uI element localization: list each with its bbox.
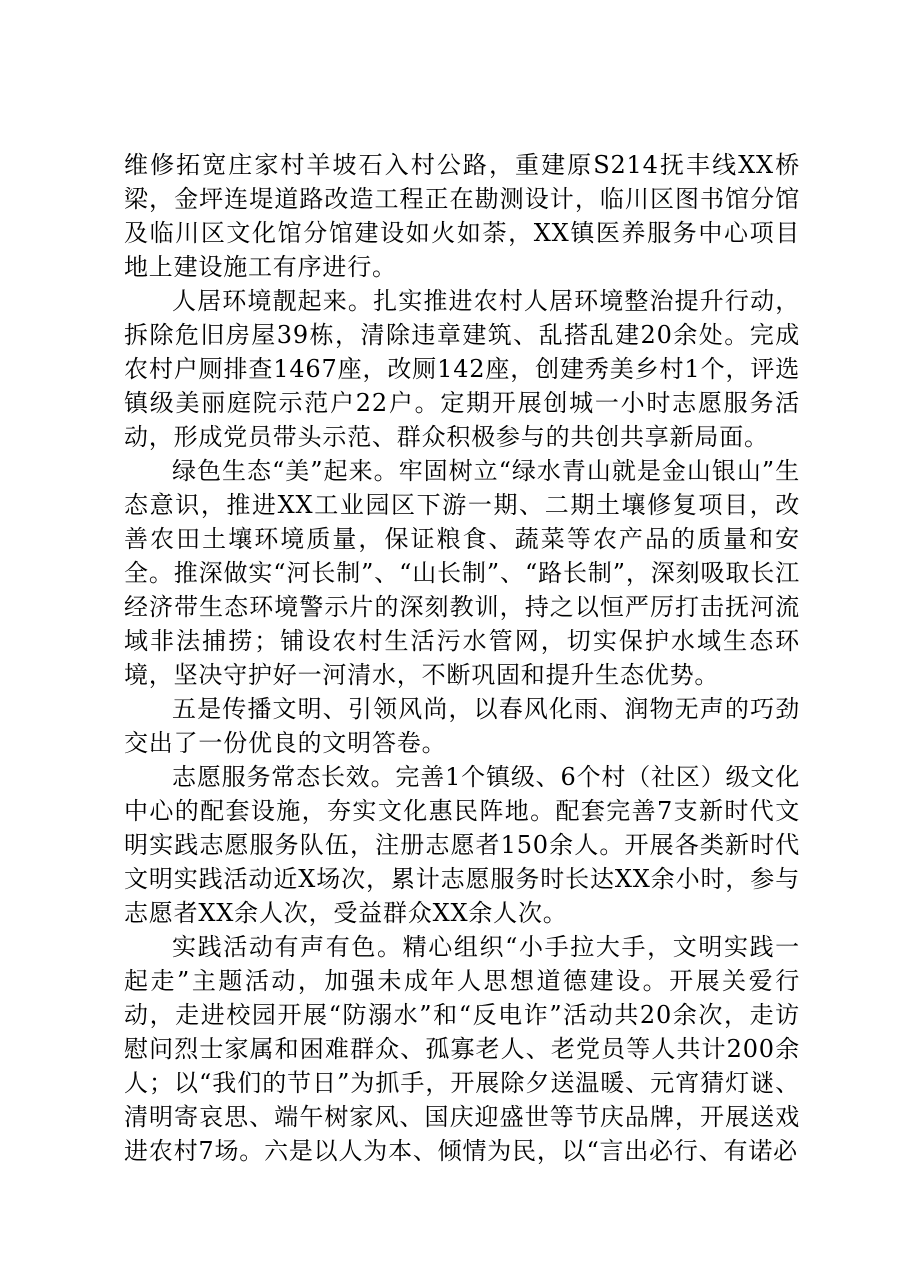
paragraph-continuation: 维修拓宽庄家村羊坡石入村公路，重建原S214抚丰线XX桥梁，金坪连堤道路改造工程正在勘测设计，临川区图书馆分馆及临川区文化馆分馆建设如火如荼，XX镇医养服务中心项目地上建设施工有序进行。 [124,151,800,281]
paragraph-volunteer-service: 志愿服务常态长效。完善1个镇级、6个村（社区）级文化中心的配套设施，夯实文化惠民阵地。配套完善7支新时代文明实践志愿服务队伍，注册志愿者150余人。开展各类新时代文明实践活动近X场次，累计志愿服务时长达XX余小时，参与志愿者XX余人次，受益群众XX余人次。 [124,763,800,927]
paragraph-green-ecology: 绿色生态“美”起来。牢固树立“绿水青山就是金山银山”生态意识，推进XX工业园区下游一期、二期土壤修复项目，改善农田土壤环境质量，保证粮食、蔬菜等农产品的质量和安全。推深做实“河长制”、“山长制”、“路长制”，深刻吸取长江经济带生态环境警示片的深刻教训，持之以恒严厉打击抚河流域非法捕捞；铺设农村生活污水管网，切实保护水域生态环境，坚决守护好一河清水，不断巩固和提升生态优势。 [124,457,800,689]
paragraph-civilization-heading: 五是传播文明、引领风尚，以春风化雨、润物无声的巧劲交出了一份优良的文明答卷。 [124,695,800,757]
document-body [124,148,800,1168]
paragraph-living-environment: 人居环境靓起来。扎实推进农村人居环境整治提升行动，拆除危旧房屋39栋，清除违章建筑、乱搭乱建20余处。完成农村户厕排查1467座，改厕142座，创建秀美乡村1个，评选镇级美丽庭院示范户22户。定期开展创城一小时志愿服务活动，形成党员带头示范、群众积极参与的共创共享新局面。 [124,287,800,451]
paragraph-practice-activities: 实践活动有声有色。精心组织“小手拉大手，文明实践一起走”主题活动，加强未成年人思想道德建设。开展关爱行动，走进校园开展“防溺水”和“反电诈”活动共20余次，走访慰问烈士家属和困难群众、孤寡老人、老党员等人共计200余人；以“我们的节日”为抓手，开展除夕送温暖、元宵猜灯谜、清明寄哀思、端午树家风、国庆迎盛世等节庆品牌，开展送戏进农村7场。六是以人为本、倾情为民，以“言出必行、有诺必 [124,933,800,1165]
